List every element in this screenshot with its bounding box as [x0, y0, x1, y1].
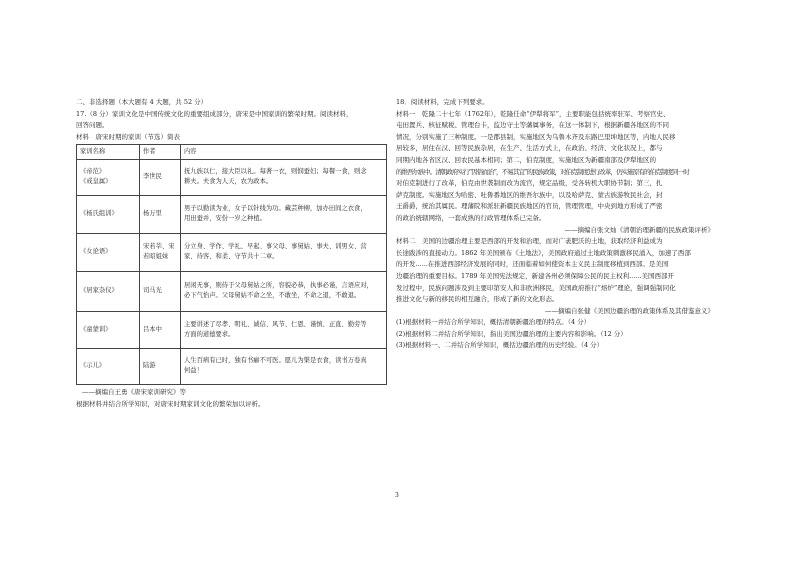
- row-content: 抚九族以仁，接大臣以礼。每著一衣，则悯蚕妇；每餐一食，则念: [184, 168, 367, 176]
- q17-source: ——摘编自王勇《唐宋家训研究》等: [82, 387, 186, 396]
- family-rules-table: [76, 144, 387, 385]
- q18-intro: 18．阅读材料，完成下列要求。: [396, 98, 489, 106]
- row-name-cell: [77, 233, 140, 271]
- row-content-cell: [181, 195, 387, 233]
- table-row: [77, 233, 387, 271]
- material1-source: ——摘编自张文灿《清朝治理新疆的民族政策评析》: [564, 225, 714, 234]
- header-author: 作者: [140, 145, 181, 160]
- material1-line: 屯田置兵、核征赋税、管理台卡，监边守土等藩属事务，在这一体制下，根据新疆各地区的不同: [396, 121, 669, 130]
- row-content: 方面的道德要求。: [184, 330, 235, 338]
- row-name-cell: [77, 311, 140, 348]
- material2-line: 边疆治理的重要目标。1789 年美国宪法规定，新建各州必须保障公民的民主权利......美国西部开: [396, 271, 675, 280]
- row-content-cell: [181, 159, 387, 195]
- header-content: 内容: [181, 145, 387, 160]
- row-content: 用田蚕并，安份一岁之种植。: [184, 215, 266, 223]
- material2-line: 长途跋涉的直接动力。1862 年美国颁布《土地法》，美国政府通过土地政策刺激移民涌入，加速了西部: [396, 248, 691, 257]
- row-content-cell: [181, 348, 387, 384]
- row-author-cell: [140, 159, 181, 195]
- row-name: 《示儿》: [80, 362, 106, 370]
- row-name: 《女论语》: [80, 248, 112, 256]
- row-content: 居闲无事，则侍于父母舅姑之所，容貌必恭，执事必谨，言语应对，: [184, 282, 373, 290]
- row-name: 《童蒙训》: [80, 325, 112, 333]
- material1-line: 材料一 乾隆二十七年（1762年），乾隆任命“伊犁将军”，主要职能包括统率驻军、考察官史、: [396, 109, 670, 118]
- material2-source: ——摘编自张健《美国边疆治理的政策体系及其借鉴意义》: [545, 306, 714, 315]
- row-content: 耕夫。夫食为人天，农为政本。: [184, 178, 273, 186]
- row-content: 必下气怡声。父母舅姑不命之坐，不敢坐，不命之退，不敢退。: [184, 292, 361, 300]
- q17-line-1: 17.（8 分）家训文化是中国传统文化的重要组成部分，唐宋是中国家训的繁荣时期。阅读材料，: [76, 109, 353, 118]
- row-author: 陆游: [143, 362, 156, 370]
- row-name: 《戒皇属》: [80, 178, 112, 186]
- row-author: 吕本中: [143, 325, 162, 333]
- row-author: 宋若莘、宋: [143, 243, 175, 251]
- q18-question-3: (3)根据材料一、二并结合所学知识，概括边疆治理的历史经验。（4 分）: [396, 341, 604, 350]
- q17-line-2: 回答问题。: [76, 121, 109, 130]
- row-name: 《居家杂仪》: [80, 287, 118, 295]
- row-name: 《杨氏组训》: [80, 210, 118, 218]
- material2-line: 推进文化与新的移民的相互融合，形成了新的文化形态。: [396, 295, 559, 304]
- right-column: [396, 97, 714, 352]
- row-content-cell: [181, 311, 387, 348]
- row-author-cell: [140, 195, 181, 233]
- row-content: 分立身、学作、学礼、早起、事父母、事舅姑、事夫、训男女、营: [184, 243, 367, 251]
- material1-line: 情况，分别实施了三种制度。一是郡县制，实施地区为乌鲁木齐及东路巴里坤地区等，内地人民移: [396, 132, 676, 141]
- table-row: [77, 348, 387, 384]
- row-content: 家、待客、和柔、守节共十二章。: [184, 253, 279, 261]
- table-header-row: [77, 145, 387, 160]
- row-name-cell: [77, 271, 140, 311]
- page-number: 3: [395, 492, 399, 499]
- left-column: [76, 97, 392, 410]
- material1-line: 对伯克制进行了改革，伯克由世袭制而改为流官，规定品级，受各转机大职协节制；第三，扎: [396, 179, 663, 188]
- row-author-cell: [140, 271, 181, 311]
- row-content: 主要讲述了尽孝、明礼、诚信、风节、仁恩、谨慎、正直、勤劳等: [184, 320, 367, 328]
- header-name: 家训名称: [77, 145, 140, 160]
- material1-line: 的维吾尔族中。清朝政府实行“因俗而治”，不易其宜”的民族政策，对伯克制度进行改革，仍实施原有的伯克制度同一时: [396, 167, 689, 176]
- material1-line: 的政治统辖网络，一套成熟的行政管理体系已完备。: [396, 213, 546, 222]
- material2-line: 的开发......在推进西部经济发展的同时，还面临着如何使资本主义民主制度移植到西部。是美国: [396, 260, 669, 269]
- table-row: [77, 271, 387, 311]
- row-name-cell: [77, 195, 140, 233]
- row-author: 李世民: [143, 173, 162, 181]
- material1-line: 居较多，居住在汉、回等民族杂居，在生产、生活方式上，在政治、经济、文化状况上，都与: [396, 144, 663, 153]
- row-author: 杨万里: [143, 210, 162, 218]
- q18-question-2: (2)根据材料二并结合所学知识，指出美国边疆治理的主要内容和影响。（12 分）: [396, 329, 627, 338]
- row-name: 《帝范》: [80, 168, 106, 176]
- row-content: 男子以勤读为业，女子以针线为功。藏芸种柳，加办田间之衣食，: [184, 205, 367, 213]
- q17-material-title: 材料 唐宋时期的家训（节选）简表: [76, 132, 180, 141]
- material1-line: 王爵爵，统治其属民。理藩院和派驻新疆民族地区的官员，管理管理，中央到地方形成了严密: [396, 202, 663, 211]
- material1-line: 萨克制度。实施地区为哈密、吐鲁番地区的维吾尔族中，以及哈萨克、蒙古族游牧民社会，封: [396, 190, 663, 199]
- row-content-cell: [181, 271, 387, 311]
- row-author-cell: [140, 311, 181, 348]
- table-row: [77, 159, 387, 195]
- table-row: [77, 311, 387, 348]
- row-content: 何益！: [184, 367, 203, 375]
- row-name-cell: [77, 159, 140, 195]
- table-row: [77, 195, 387, 233]
- row-content-cell: [181, 233, 387, 271]
- row-author-cell: [140, 233, 181, 271]
- row-content: 人生百病有已时，独有书癖不可医。愿儿为槃是衣食，读书万卷真: [184, 357, 367, 365]
- row-author: 若昭姐妹: [143, 253, 169, 261]
- material2-line: 材料二 美国的边疆治理主要是西部的开发和治理，而对广袤肥沃的土地，获取经济利益成为: [396, 237, 663, 246]
- row-author-cell: [140, 348, 181, 384]
- material2-line: 发过程中，民族问题涉及到主要印第安人和非欧洲移民，美国政府推行“熔炉”理论，强调强制同化: [396, 283, 676, 292]
- material1-line: 同期内地各省区汉、回农民基本相同；第二，伯克制度，实施地区为新疆南部及伊犁地区的: [396, 155, 656, 164]
- section-heading: 二、非选择题（本大题有 4 大题，共 52 分）: [76, 98, 208, 106]
- row-author: 司马光: [143, 287, 162, 295]
- q18-question-1: (1)根据材料一并结合所学知识，概括清朝新疆治理的特点。（4 分）: [396, 318, 591, 327]
- row-name-cell: [77, 348, 140, 384]
- q17-question: 根据材料并结合所学知识，对唐宋时期家训文化的繁荣加以评析。: [76, 399, 265, 408]
